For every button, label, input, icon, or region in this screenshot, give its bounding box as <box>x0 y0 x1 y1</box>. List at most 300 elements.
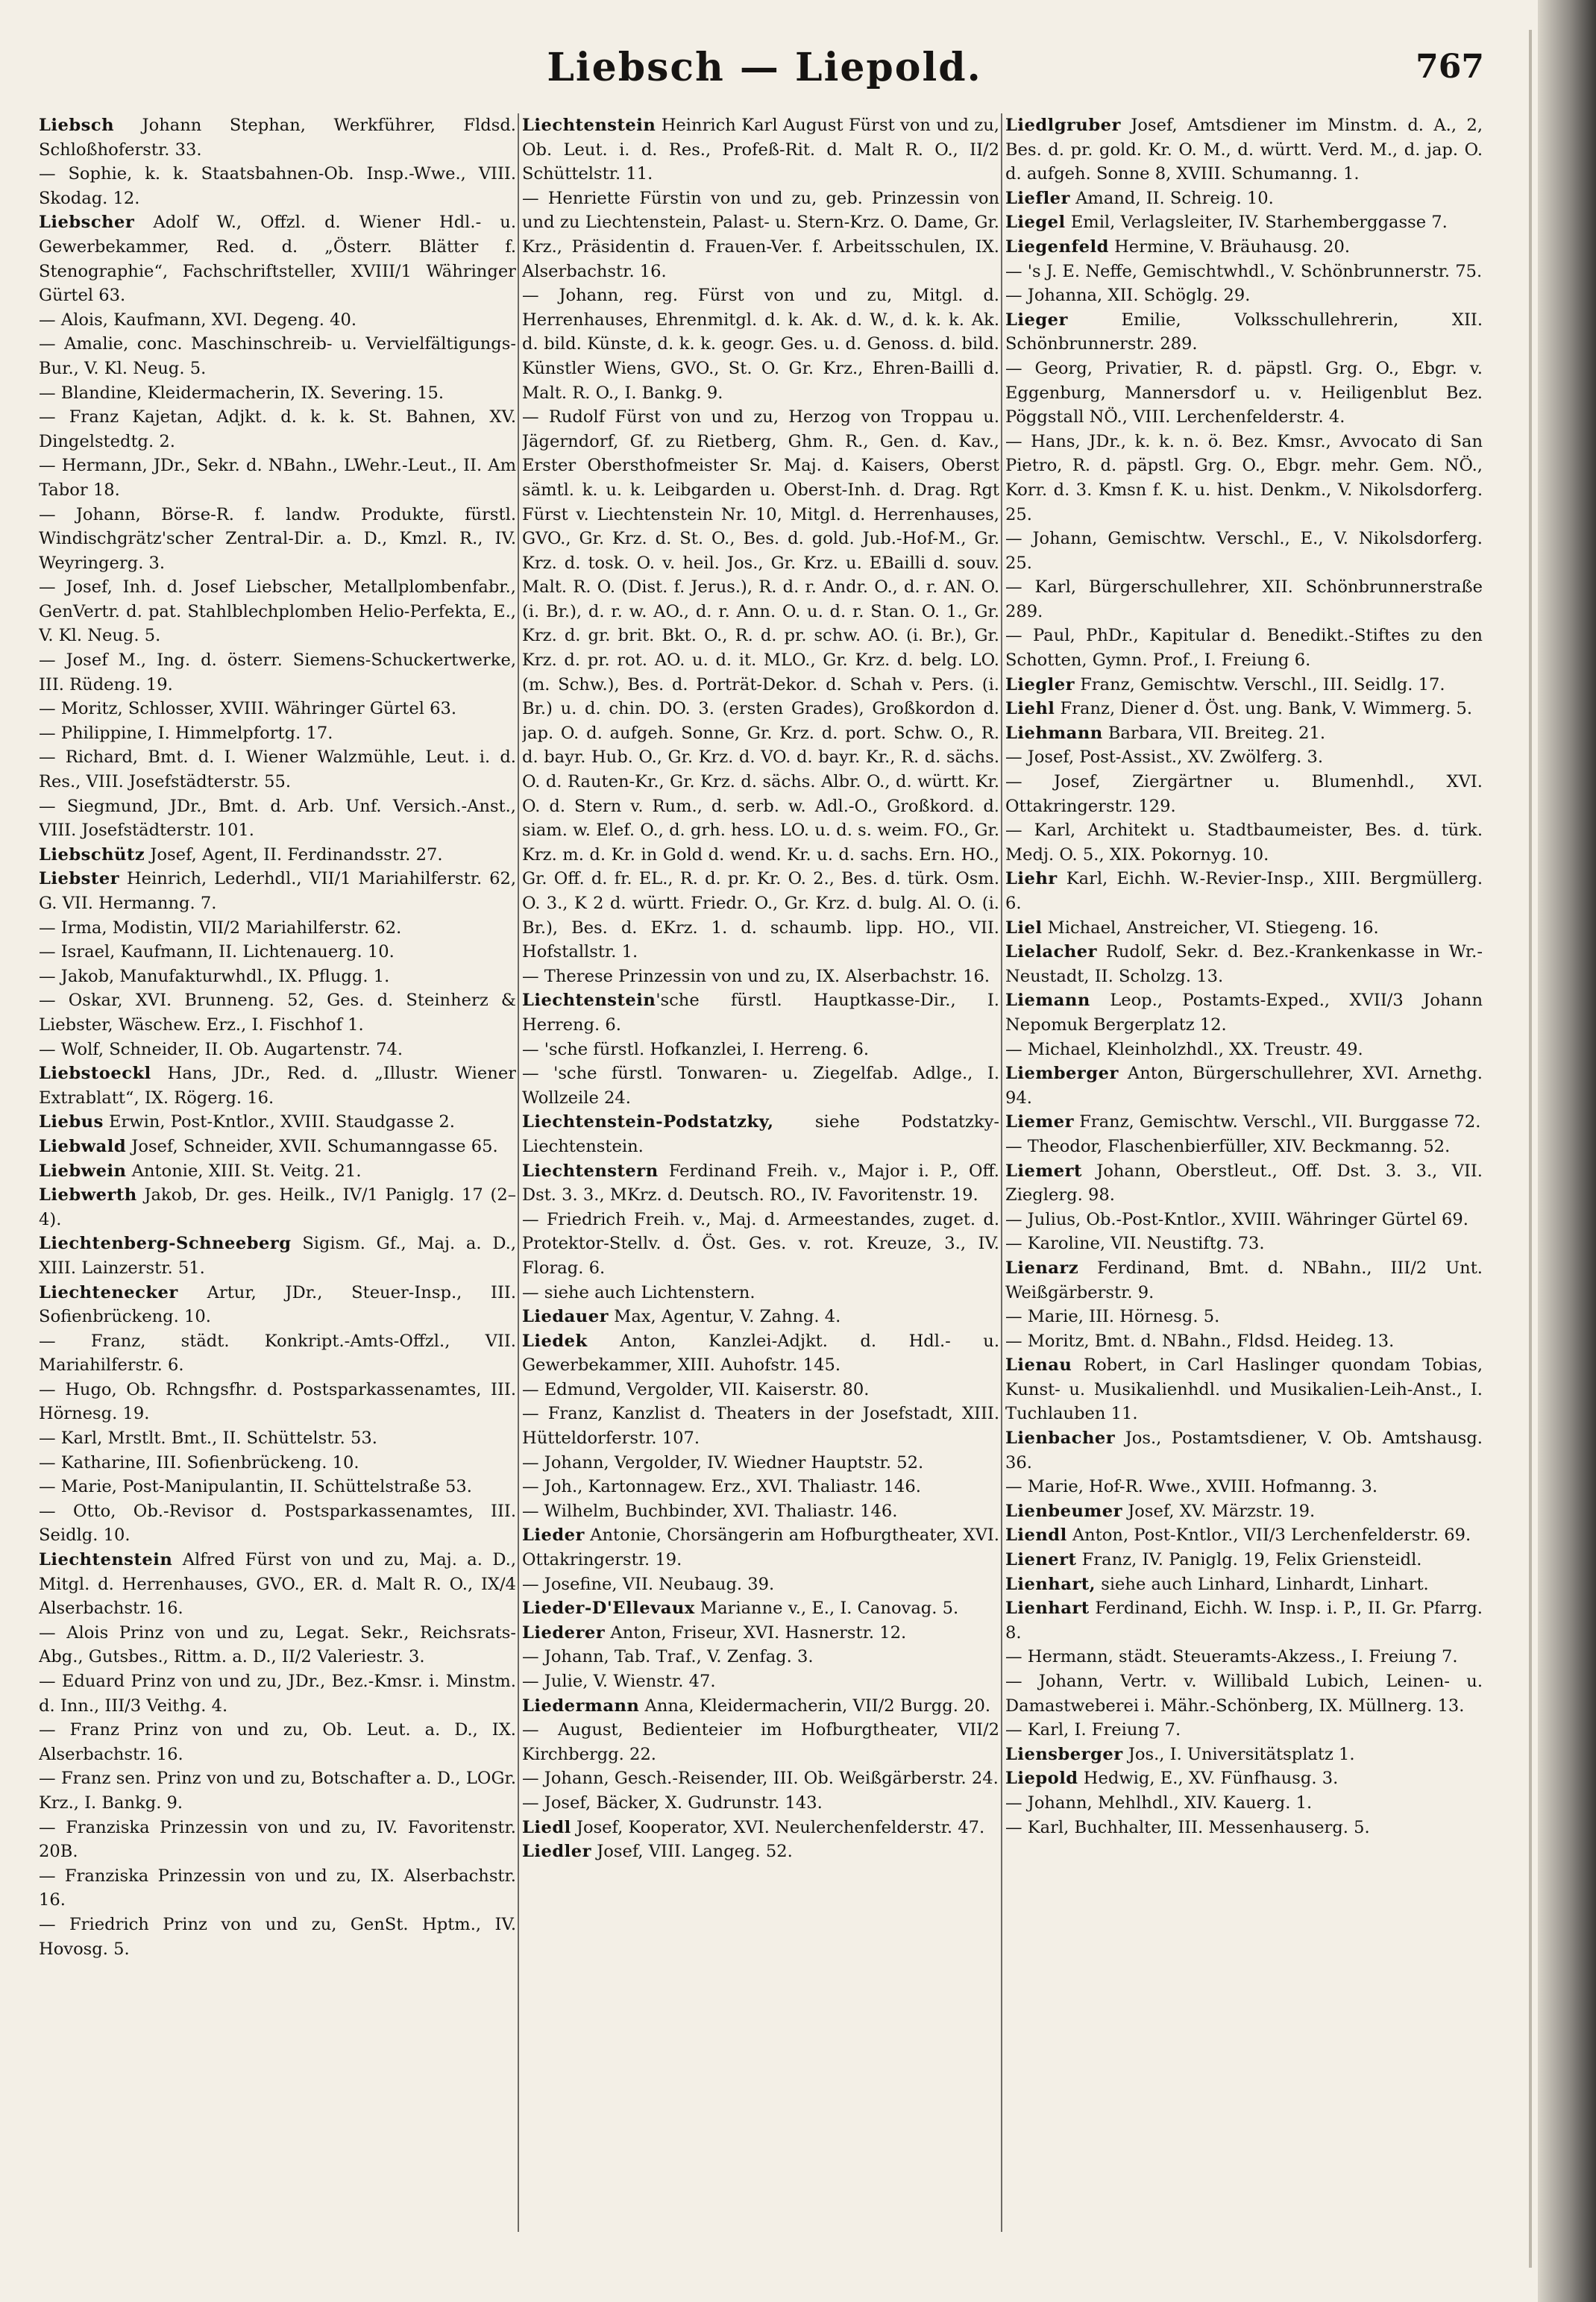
entry-text: — 's J. E. Neffe, Gemischtwhdl., V. Schönbrunnerstr. 75. <box>1005 261 1483 281</box>
column-3 <box>1005 113 1483 2277</box>
directory-entry <box>1005 988 1483 1037</box>
entry-text: — Wilhelm, Buchbinder, XVI. Thaliastr. 146. <box>522 1501 898 1521</box>
entry-text: — Alois Prinz von und zu, Legat. Sekr., Reichsrats-Abg., Gutsbes., Rittm. a. D., II/2 Valeriestr. 3. <box>39 1622 516 1667</box>
entry-text: Franz, Gemischtw. Verschl., III. Seidlg. 17. <box>1075 674 1445 694</box>
column-divider <box>1001 113 1002 2232</box>
directory-entry <box>522 283 999 405</box>
surname: Liedermann <box>522 1696 640 1716</box>
directory-entry <box>1005 1256 1483 1305</box>
entry-text: — Wolf, Schneider, II. Ob. Augartenstr. 74. <box>39 1039 403 1059</box>
directory-entry <box>1005 113 1483 186</box>
entry-text: Josef, Kooperator, XVI. Neulerchenfelderstr. 47. <box>571 1817 985 1837</box>
directory-entry <box>39 1159 516 1184</box>
surname: Liebstoeckl <box>39 1064 151 1084</box>
entry-text: — 'sche fürstl. Hofkanzlei, I. Herreng. 6. <box>522 1039 870 1059</box>
entry-text: siehe auch Linhard, Linhardt, Linhart. <box>1096 1574 1429 1594</box>
entry-text: Jakob, Dr. ges. Heilk., IV/1 Paniglg. 17 (2–4). <box>39 1185 516 1229</box>
directory-entry <box>1005 430 1483 527</box>
directory-entry <box>1005 1159 1483 1208</box>
directory-entry <box>1005 721 1483 746</box>
entry-text: Hans, JDr., Red. d. „Illustr. Wiener Extrablatt“, IX. Rögerg. 16. <box>39 1064 516 1108</box>
entry-text: — Franz Prinz von und zu, Ob. Leut. a. D., IX. Alserbachstr. 16. <box>39 1720 516 1764</box>
entry-text: Michael, Anstreicher, VI. Stiegeng. 16. <box>1042 918 1379 938</box>
directory-entry <box>522 1402 999 1450</box>
surname: Liegler <box>1005 674 1075 694</box>
directory-entry <box>39 1548 516 1621</box>
entry-text: — Johann, Gesch.-Reisender, III. Ob. Weißgärberstr. 24. <box>522 1769 999 1789</box>
entry-text: — Hugo, Ob. Rchngsfhr. d. Postsparkassenamtes, III. Hörnesg. 19. <box>39 1379 516 1424</box>
directory-entry <box>1005 1572 1483 1597</box>
surname: Lienert <box>1005 1550 1077 1570</box>
surname: Liechtenberg-Schneeberg <box>39 1234 292 1254</box>
entry-text: — siehe auch Lichtenstern. <box>522 1282 755 1302</box>
surname: Liensberger <box>1005 1744 1123 1764</box>
directory-entry <box>39 308 516 333</box>
directory-entry <box>522 1816 999 1840</box>
surname: Liebwerth <box>39 1185 137 1205</box>
surname: Lienhart <box>1005 1599 1090 1619</box>
directory-entry <box>39 1135 516 1159</box>
entry-text: siehe Podstatzky-Liechtenstein. <box>522 1112 999 1156</box>
entry-text: — Franz Kajetan, Adjkt. d. k. k. St. Bahnen, XV. Dingelstedtg. 2. <box>39 407 516 451</box>
entry-text: Marianne v., E., I. Canovag. 5. <box>694 1599 959 1619</box>
entry-text: — Henriette Fürstin von und zu, geb. Prinzessin von und zu Liechtenstein, Palast- u. Stern-Krz. O. Dame, Gr. Krz., Präsidentin d. Frauen-Ver. f. Arbeitsschulen, IX. Alserbachstr. 16. <box>522 188 999 281</box>
entry-text: Jos., I. Universitätsplatz 1. <box>1122 1744 1355 1764</box>
directory-entry <box>1005 1816 1483 1840</box>
entry-text: — Alois, Kaufmann, XVI. Degeng. 40. <box>39 310 357 330</box>
surname: Liedauer <box>522 1307 609 1327</box>
directory-entry <box>522 1840 999 1864</box>
directory-entry <box>1005 867 1483 915</box>
directory-entry <box>1005 916 1483 941</box>
entry-text: Hedwig, E., XV. Fünfhausg. 3. <box>1078 1769 1339 1789</box>
surname: Lieder <box>522 1525 585 1546</box>
surname: Liedek <box>522 1331 588 1351</box>
directory-entry <box>39 332 516 380</box>
entry-text: — Richard, Bmt. d. I. Wiener Walzmühle, Leut. i. d. Res., VIII. Josefstädterstr. 55. <box>39 747 516 792</box>
directory-entry <box>39 1718 516 1766</box>
entry-text: — Jakob, Manufakturwhdl., IX. Pflugg. 1. <box>39 966 390 986</box>
directory-entry <box>39 1864 516 1913</box>
column-1 <box>39 113 516 2277</box>
entry-text: Josef, Schneider, XVII. Schumanngasse 65. <box>126 1136 498 1156</box>
entry-text: Anton, Bürgerschullehrer, XVI. Arnethg. 94. <box>1005 1064 1483 1108</box>
entry-text: Hermine, V. Bräuhausg. 20. <box>1108 236 1350 257</box>
directory-entry <box>1005 1548 1483 1572</box>
directory-entry <box>39 745 516 794</box>
directory-entry <box>522 1621 999 1646</box>
entry-text: — Franziska Prinzessin von und zu, IV. Favoritenstr. 20B. <box>39 1817 516 1862</box>
surname: Lienhart, <box>1005 1574 1096 1594</box>
entry-text: Heinrich Karl August Fürst von und zu, Ob. Leut. i. d. Res., Profeß-Rit. d. Malt R. O., II/2 Schüttelstr. 11. <box>522 116 999 184</box>
directory-entry <box>522 1305 999 1329</box>
directory-entry <box>39 843 516 868</box>
directory-entry <box>1005 1135 1483 1159</box>
surname: Liefler <box>1005 188 1070 208</box>
entry-text: Jos., Postamtsdiener, V. Ob. Amtshausg. 36. <box>1005 1428 1483 1473</box>
entry-text: Antonie, Chorsängerin am Hofburgtheater, XVI. Ottakringerstr. 19. <box>522 1525 999 1570</box>
surname: Liebsch <box>39 116 115 135</box>
entry-text: — Amalie, conc. Maschinschreib- u. Vervielfältigungs-Bur., V. Kl. Neug. 5. <box>39 334 516 378</box>
surname: Liebus <box>39 1112 104 1132</box>
directory-entry <box>522 1378 999 1402</box>
entry-text: Josef, XV. Märzstr. 19. <box>1122 1501 1316 1521</box>
directory-entry <box>1005 1645 1483 1669</box>
directory-entry <box>522 1523 999 1572</box>
entry-text: — Friedrich Freih. v., Maj. d. Armeestandes, zuget. d. Protektor-Stellv. d. Öst. Ges. v. rot. Kreuze, 3., IV. Florag. 6. <box>522 1209 999 1278</box>
entry-text: Johann Stephan, Werkführer, Fldsd. Schloßhoferstr. 33. <box>39 116 516 160</box>
directory-entry <box>522 1281 999 1305</box>
page-edge <box>1529 30 1532 2268</box>
entry-text: Anton, Kanzlei-Adjkt. d. Hdl.- u. Gewerbekammer, XIII. Auhofstr. 145. <box>522 1331 999 1376</box>
directory-entry <box>39 1232 516 1280</box>
entry-text: — Blandine, Kleidermacherin, IX. Severing. 15. <box>39 383 444 403</box>
directory-entry <box>522 1061 999 1110</box>
entry-text: — Julius, Ob.-Post-Kntlor., XVIII. Währinger Gürtel 69. <box>1005 1209 1468 1229</box>
surname: Lieger <box>1005 310 1068 330</box>
entry-text: Robert, in Carl Haslinger quondam Tobias, Kunst- u. Musikalienhdl. und Musikalien-Leih-Anst., I. Tuchlauben 11. <box>1005 1355 1483 1424</box>
entry-text: Anton, Friseur, XVI. Hasnerstr. 12. <box>605 1622 907 1643</box>
entry-text: Josef, Agent, II. Ferdinandsstr. 27. <box>145 844 443 865</box>
entry-text: — Josef, Post-Assist., XV. Zwölferg. 3. <box>1005 747 1324 768</box>
directory-entry <box>39 1183 516 1232</box>
directory-entry <box>39 794 516 843</box>
directory-entry <box>39 162 516 210</box>
surname: Liemert <box>1005 1161 1082 1181</box>
directory-entry <box>1005 624 1483 672</box>
directory-entry <box>39 454 516 502</box>
entry-text: — Karl, Architekt u. Stadtbaumeister, Bes. d. türk. Medj. O. 5., XIX. Pokornyg. 10. <box>1005 821 1483 865</box>
entry-text: — Otto, Ob.-Revisor d. Postsparkassenamtes, III. Seidlg. 10. <box>39 1501 516 1546</box>
directory-entry <box>1005 1305 1483 1329</box>
surname: Liedl <box>522 1817 571 1837</box>
directory-entry <box>1005 210 1483 235</box>
directory-entry <box>1005 940 1483 988</box>
entry-text: — August, Bedienteier im Hofburgtheater, VII/2 Kirchbergg. 22. <box>522 1720 999 1764</box>
entry-text: — Hans, JDr., k. k. n. ö. Bez. Kmsr., Avvocato di San Pietro, R. d. päpstl. Grg. O., Ebgr. mehr. Gem. NÖ., Korr. d. 3. Kmsn f. K. u. hist. Denkm., V. Nikolsdorferg. 25. <box>1005 431 1483 524</box>
entry-text: — Therese Prinzessin von und zu, IX. Alserbachstr. 16. <box>522 966 990 986</box>
directory-entry <box>39 648 516 697</box>
entry-text: Franz, Gemischtw. Verschl., VII. Burggasse 72. <box>1074 1112 1481 1132</box>
directory-entry <box>522 1791 999 1816</box>
surname: Liehmann <box>1005 723 1103 743</box>
entry-text: — Friedrich Prinz von und zu, GenSt. Hptm., IV. Hovosg. 5. <box>39 1914 516 1959</box>
entry-text: — Moritz, Schlosser, XVIII. Währinger Gürtel 63. <box>39 699 457 719</box>
entry-text: — Johann, reg. Fürst von und zu, Mitgl. d. Herrenhauses, Ehrenmitgl. d. k. Ak. d. W., d. k. k. Ak. d. bild. Künste, d. k. k. geogr. Ges. u. d. Genoss. d. bild. Künstler Wiens, GVO., St. O. Gr. Krz., Ehren-Bailli d. Malt. R. O., I. Bankg. 9. <box>522 286 999 403</box>
directory-entry <box>39 503 516 576</box>
page-number: 767 <box>1416 48 1484 86</box>
surname: Lienarz <box>1005 1258 1079 1278</box>
entry-text: Anna, Kleidermacherin, VII/2 Burgg. 20. <box>639 1696 991 1716</box>
entry-text: — Joh., Kartonnagew. Erz., XVI. Thaliastr. 146. <box>522 1477 921 1497</box>
directory-entry <box>1005 283 1483 308</box>
directory-entry <box>1005 575 1483 624</box>
entry-text: — Oskar, XVI. Brunneng. 52, Ges. d. Steinherz & Liebster, Wäschew. Erz., I. Fischhof 1. <box>39 991 516 1035</box>
entry-text: Sigism. Gf., Maj. a. D., XIII. Lainzerstr. 51. <box>39 1234 516 1278</box>
directory-entry <box>1005 1329 1483 1354</box>
entry-text: — Katharine, III. Sofienbrückeng. 10. <box>39 1452 359 1473</box>
directory-entry <box>39 1038 516 1062</box>
surname: Liechtenstein-Podstatzky, <box>522 1112 774 1132</box>
column-divider <box>518 113 519 2232</box>
directory-entry <box>522 1718 999 1766</box>
directory-entry <box>522 1329 999 1378</box>
directory-entry <box>1005 1475 1483 1499</box>
directory-entry <box>1005 235 1483 260</box>
entry-text: — Josefine, VII. Neubaug. 39. <box>522 1574 775 1594</box>
directory-entry <box>39 721 516 746</box>
entry-text: — Josef, Ziergärtner u. Blumenhdl., XVI. Ottakringerstr. 129. <box>1005 772 1483 816</box>
directory-entry <box>1005 1791 1483 1816</box>
entry-text: Barbara, VII. Breiteg. 21. <box>1102 723 1326 743</box>
directory-entry <box>522 1669 999 1694</box>
entry-text: Antonie, XIII. St. Veitg. 21. <box>126 1161 362 1181</box>
directory-entry <box>1005 770 1483 818</box>
entry-text: — Franz, städt. Konkript.-Amts-Offzl., VII. Mariahilferstr. 6. <box>39 1331 516 1376</box>
entry-text: — Johann, Tab. Traf., V. Zenfag. 3. <box>522 1647 814 1667</box>
surname: Liebschütz <box>39 844 145 865</box>
directory-entry <box>522 1572 999 1597</box>
surname: Lienau <box>1005 1355 1072 1376</box>
directory-entry <box>1005 1766 1483 1791</box>
directory-entry <box>522 1038 999 1062</box>
directory-entry <box>39 1281 516 1329</box>
entry-text: — Franz sen. Prinz von und zu, Botschafter a. D., LOGr. Krz., I. Bankg. 9. <box>39 1769 516 1813</box>
directory-entry <box>39 916 516 941</box>
directory-entry <box>39 1475 516 1499</box>
directory-entry <box>39 1426 516 1451</box>
directory-entry <box>39 988 516 1037</box>
surname: Liehl <box>1005 699 1055 719</box>
entry-text: — Michael, Kleinholzhdl., XX. Treustr. 49. <box>1005 1039 1363 1059</box>
directory-entry <box>39 1621 516 1669</box>
surname: Liebwald <box>39 1136 127 1156</box>
surname: Liebscher <box>39 213 135 233</box>
entry-text: — Johann, Mehlhdl., XIV. Kauerg. 1. <box>1005 1793 1313 1813</box>
directory-entry <box>1005 186 1483 211</box>
entry-text: Max, Agentur, V. Zahng. 4. <box>609 1307 841 1327</box>
directory-entry <box>522 1451 999 1475</box>
entry-text: — Marie, Post-Manipulantin, II. Schüttelstraße 53. <box>39 1477 472 1497</box>
entry-text: — Karl, I. Freiung 7. <box>1005 1720 1181 1740</box>
directory-entry <box>1005 673 1483 697</box>
directory-entry <box>39 381 516 406</box>
directory-entry <box>39 697 516 721</box>
entry-text: — Josef M., Ing. d. österr. Siemens-Schuckertwerke, III. Rüdeng. 19. <box>39 650 516 694</box>
directory-entry <box>39 1378 516 1426</box>
surname: Liederer <box>522 1622 606 1643</box>
directory-entry <box>39 575 516 648</box>
entry-text: — Hermann, städt. Steueramts-Akzess., I. Freiung 7. <box>1005 1647 1458 1667</box>
page-header <box>45 45 1484 112</box>
surname: Liedlgruber <box>1005 116 1121 135</box>
entry-text: Leop., Postamts-Exped., XVII/3 Johann Nepomuk Bergerplatz 12. <box>1005 991 1483 1035</box>
column-2 <box>522 113 999 2277</box>
entry-text: Josef, Amtsdiener im Minstm. d. A., 2, Bes. d. pr. gold. Kr. O. M., d. württ. Verd. M., d. jap. O. d. aufgeh. Sonne 8, XVIII. Schumanng. 1. <box>1005 116 1483 184</box>
directory-entry <box>522 1475 999 1499</box>
surname: Liemann <box>1005 991 1090 1011</box>
entry-text: Emilie, Volksschullehrerin, XII. Schönbrunnerstr. 289. <box>1005 310 1483 354</box>
directory-entry <box>522 1645 999 1669</box>
directory-entry <box>39 1110 516 1135</box>
directory-entry <box>39 965 516 989</box>
entry-text: — 'sche fürstl. Tonwaren- u. Ziegelfab. Adlge., I. Wollzeile 24. <box>522 1064 999 1108</box>
directory-entry <box>522 1159 999 1208</box>
surname: Liel <box>1005 918 1043 938</box>
entry-text: — Paul, PhDr., Kapitular d. Benedikt.-Stiftes zu den Schotten, Gymn. Prof., I. Freiung 6. <box>1005 626 1483 671</box>
directory-entry <box>1005 1718 1483 1743</box>
directory-entry <box>1005 1596 1483 1645</box>
entry-text: Anton, Post-Kntlor., VII/3 Lerchenfelderstr. 69. <box>1066 1525 1471 1546</box>
directory-entry <box>39 1669 516 1718</box>
entry-text: — Theodor, Flaschenbierfüller, XIV. Beckmanng. 52. <box>1005 1136 1451 1156</box>
entry-text: — Karl, Mrstlt. Bmt., II. Schüttelstr. 53. <box>39 1428 377 1449</box>
surname: Liechtenecker <box>39 1282 178 1302</box>
entry-text: Erwin, Post-Kntlor., XVIII. Staudgasse 2. <box>103 1112 455 1132</box>
directory-entry <box>39 113 516 162</box>
directory-entry <box>1005 357 1483 430</box>
entry-text: — Irma, Modistin, VII/2 Mariahilferstr. 62. <box>39 918 402 938</box>
entry-text: — Philippine, I. Himmelpfortg. 17. <box>39 723 333 743</box>
entry-text: — Georg, Privatier, R. d. päpstl. Grg. O., Ebgr. v. Eggenburg, Mannersdorf u. v. Heiligenblut Bez. Pöggstall NÖ., VIII. Lerchenfelderstr. 4. <box>1005 358 1483 427</box>
directory-entry <box>1005 1523 1483 1548</box>
directory-entry <box>39 1329 516 1378</box>
entry-text: — Franziska Prinzessin von und zu, IX. Alserbachstr. 16. <box>39 1866 516 1910</box>
directory-entry <box>1005 260 1483 284</box>
directory-entry <box>39 1913 516 1961</box>
entry-text: — Karl, Bürgerschullehrer, XII. Schönbrunnerstraße 289. <box>1005 577 1483 621</box>
directory-entry <box>39 210 516 307</box>
surname: Lielacher <box>1005 942 1098 962</box>
directory-entry <box>522 1499 999 1524</box>
entry-text: Ferdinand Freih. v., Major i. P., Off. Dst. 3. 3., MKrz. d. Deutsch. RO., IV. Favoritenstr. 19. <box>522 1161 999 1205</box>
binding-shadow <box>1538 0 1596 2302</box>
entry-text: Franz, IV. Paniglg. 19, Felix Griensteidl. <box>1076 1550 1422 1570</box>
entry-text: — Johann, Börse-R. f. landw. Produkte, fürstl. Windischgrätz'scher Zentral-Dir. a. D., Kmzl. R., IV. Weyringerg. 3. <box>39 504 516 573</box>
entry-text: — Johann, Gemischtw. Verschl., E., V. Nikolsdorferg. 25. <box>1005 529 1483 573</box>
entry-text: Alfred Fürst von und zu, Maj. a. D., Mitgl. d. Herrenhauses, GVO., ER. d. Malt R. O., IX/4 Alserbachstr. 16. <box>39 1550 516 1619</box>
surname: Liendl <box>1005 1525 1067 1546</box>
directory-entry <box>1005 1061 1483 1110</box>
directory-entry <box>522 113 999 186</box>
surname: Liegel <box>1005 213 1066 233</box>
directory-entry <box>522 1110 999 1158</box>
entry-text: — Hermann, JDr., Sekr. d. NBahn., LWehr.-Leut., II. Am Tabor 18. <box>39 456 516 500</box>
directory-entry <box>1005 1353 1483 1426</box>
entry-text: — Eduard Prinz von und zu, JDr., Bez.-Kmsr. i. Minstm. d. Inn., III/3 Veithg. 4. <box>39 1672 516 1716</box>
surname: Liemer <box>1005 1112 1075 1132</box>
directory-entry <box>522 1694 999 1719</box>
entry-text: Emil, Verlagsleiter, IV. Starhemberggasse 7. <box>1065 213 1448 233</box>
directory-entry <box>39 1816 516 1864</box>
entry-text: Heinrich, Lederhdl., VII/1 Mariahilferstr. 62, G. VII. Hermanng. 7. <box>39 869 516 913</box>
entry-text: — Israel, Kaufmann, II. Lichtenauerg. 10. <box>39 942 395 962</box>
entry-text: — Rudolf Fürst von und zu, Herzog von Troppau u. Jägerndorf, Gf. zu Rietberg, Ghm. R., Gen. d. Kav., Erster Obersthofmeister Sr. Maj. d. Kaisers, Oberst sämtl. k. u. k. Leibgarden u. Oberst-Inh. d. Drag. Rgt Fürst v. Liechtenstein Nr. 10, Mitgl. d. Herrenhauses, GVO., Gr. Krz. d. St. O., Bes. d. gold. Jub.-Hof-M., Gr. Krz. d. tosk. O. v. heil. Jos., Gr. Krz. u. EBailli d. souv. Malt. R. O. (Dist. f. Jerus.), R. d. r. Andr. O., d. r. AN. O. (i. Br.), d. r. w. AO., d. r. Ann. O. u. d. r. Stan. O. 1., Gr. Krz. d. gr. brit. Bkt. O., R. d. pr. schw. AO. (i. Br.), Gr. Krz. d. pr. rot. AO. u. d. it. MLO., Gr. Krz. d. belg. LO. (m. Schw.), Bes. d. Porträt-Dekor. d. Schah v. Pers. (i. Br.) u. d. chin. DO. 3. (ersten Grades), Großkordon d. jap. O. d. aufgeh. Sonne, Gr. Krz. d. port. Schw. O., R. d. bayr. Hub. O., Gr. Krz. d. VO. d. bayr. Kr., R. d. sächs. O. d. Rauten-Kr., Gr. Krz. d. sächs. Albr. O., d. württ. Kr. O. d. Stern v. Rum., d. serb. w. Adl.-O., Großkord. d. siam. w. Elef. O., d. grh. hess. LO. u. d. s. weim. FO., Gr. Krz. m. d. Kr. in Gold d. wend. Kr. u. d. sachs. Ern. HO., Gr. Off. d. fr. EL., R. d. pr. Kr. O. 2., Bes. d. türk. Osm. O. 3., K 2 d. württ. Friedr. O., Gr. Krz. d. bulg. Al. O. (i. Br.), Bes. d. EKrz. 1. d. schaumb. lipp. HO., VII. Hofstallstr. 1. <box>522 407 999 962</box>
directory-entry <box>1005 1743 1483 1767</box>
entry-text: — Johanna, XII. Schöglg. 29. <box>1005 286 1251 306</box>
directory-entry <box>522 965 999 989</box>
entry-text: Franz, Diener d. Öst. ung. Bank, V. Wimmerg. 5. <box>1055 699 1473 719</box>
directory-entry <box>522 186 999 283</box>
surname: Liedler <box>522 1842 592 1862</box>
surname: Liehr <box>1005 869 1058 889</box>
directory-entry <box>39 1499 516 1548</box>
directory-entry <box>1005 1232 1483 1256</box>
entry-text: — Sophie, k. k. Staatsbahnen-Ob. Insp.-Wwe., VIII. Skodag. 12. <box>39 164 516 208</box>
directory-entry <box>1005 1499 1483 1524</box>
entry-text: Amand, II. Schreig. 10. <box>1069 188 1274 208</box>
directory-entry <box>1005 1208 1483 1232</box>
entry-text: — Marie, III. Hörnesg. 5. <box>1005 1307 1220 1327</box>
surname: Liechtenstern <box>522 1161 659 1181</box>
directory-entry <box>522 405 999 965</box>
directory-entry <box>1005 308 1483 357</box>
entry-text: Johann, Oberstleut., Off. Dst. 3. 3., VII. Zieglerg. 98. <box>1005 1161 1483 1205</box>
entry-text: 'sche fürstl. Hauptkasse-Dir., I. Herreng. 6. <box>522 991 999 1035</box>
directory-entry <box>39 1061 516 1110</box>
directory-entry <box>522 1208 999 1281</box>
entry-text: — Josef, Bäcker, X. Gudrunstr. 143. <box>522 1793 823 1813</box>
directory-entry <box>522 988 999 1037</box>
directory-entry <box>1005 818 1483 867</box>
entry-text: Josef, VIII. Langeg. 52. <box>591 1842 793 1862</box>
surname: Liebster <box>39 869 120 889</box>
directory-entry <box>39 940 516 965</box>
entry-text: — Karl, Buchhalter, III. Messenhauserg. 5. <box>1005 1817 1370 1837</box>
entry-text: — Edmund, Vergolder, VII. Kaiserstr. 80. <box>522 1379 870 1399</box>
directory-entry <box>39 1451 516 1475</box>
directory-entry <box>1005 1669 1483 1718</box>
surname: Liepold <box>1005 1769 1078 1789</box>
surname: Liechtenstein <box>522 116 656 135</box>
surname: Liebwein <box>39 1161 127 1181</box>
directory-entry <box>1005 1110 1483 1135</box>
running-head: Liebsch — Liepold. <box>547 45 982 90</box>
directory-entry <box>1005 1038 1483 1062</box>
directory-entry <box>1005 527 1483 575</box>
entry-text: Artur, JDr., Steuer-Insp., III. Sofienbrückeng. 10. <box>39 1282 516 1327</box>
directory-entry <box>1005 745 1483 770</box>
surname: Lienbacher <box>1005 1428 1116 1449</box>
surname: Liegenfeld <box>1005 236 1109 257</box>
directory-entry <box>1005 697 1483 721</box>
directory-entry <box>39 405 516 454</box>
directory-entry <box>39 1766 516 1815</box>
entry-text: — Karoline, VII. Neustiftg. 73. <box>1005 1234 1265 1254</box>
surname: Lienbeumer <box>1005 1501 1123 1521</box>
entry-text: — Josef, Inh. d. Josef Liebscher, Metallplombenfabr., GenVertr. d. pat. Stahlblechplomben Helio-Perfekta, E., V. Kl. Neug. 5. <box>39 577 516 646</box>
directory-entry <box>522 1766 999 1791</box>
surname: Lieder-D'Ellevaux <box>522 1599 695 1619</box>
directory-entry <box>39 867 516 915</box>
entry-text: — Siegmund, JDr., Bmt. d. Arb. Unf. Versich.-Anst., VIII. Josefstädterstr. 101. <box>39 796 516 841</box>
surname: Liechtenstein <box>39 1550 173 1570</box>
entry-text: — Moritz, Bmt. d. NBahn., Fldsd. Heideg. 13. <box>1005 1331 1395 1351</box>
entry-text: — Julie, V. Wienstr. 47. <box>522 1672 716 1691</box>
surname: Liechtenstein <box>522 991 656 1011</box>
entry-text: Rudolf, Sekr. d. Bez.-Krankenkasse in Wr.-Neustadt, II. Scholzg. 13. <box>1005 942 1483 986</box>
entry-text: Ferdinand, Bmt. d. NBahn., III/2 Unt. Weißgärberstr. 9. <box>1005 1258 1483 1302</box>
entry-text: Adolf W., Offzl. d. Wiener Hdl.- u. Gewerbekammer, Red. d. „Österr. Blätter f. Stenographie“, Fachschriftsteller, XVIII/1 Währinger Gürtel 63. <box>39 213 516 306</box>
entry-text: Ferdinand, Eichh. W. Insp. i. P., II. Gr. Pfarrg. 8. <box>1005 1599 1483 1643</box>
surname: Liemberger <box>1005 1064 1119 1084</box>
entry-text: — Johann, Vergolder, IV. Wiedner Hauptstr. 52. <box>522 1452 924 1473</box>
entry-text: — Marie, Hof-R. Wwe., XVIII. Hofmanng. 3. <box>1005 1477 1378 1497</box>
entry-text: — Franz, Kanzlist d. Theaters in der Josefstadt, XIII. Hütteldorferstr. 107. <box>522 1404 999 1449</box>
entry-text: Karl, Eichh. W.-Revier-Insp., XIII. Bergmüllerg. 6. <box>1005 869 1483 913</box>
directory-entry <box>1005 1426 1483 1475</box>
directory-entry <box>522 1596 999 1621</box>
